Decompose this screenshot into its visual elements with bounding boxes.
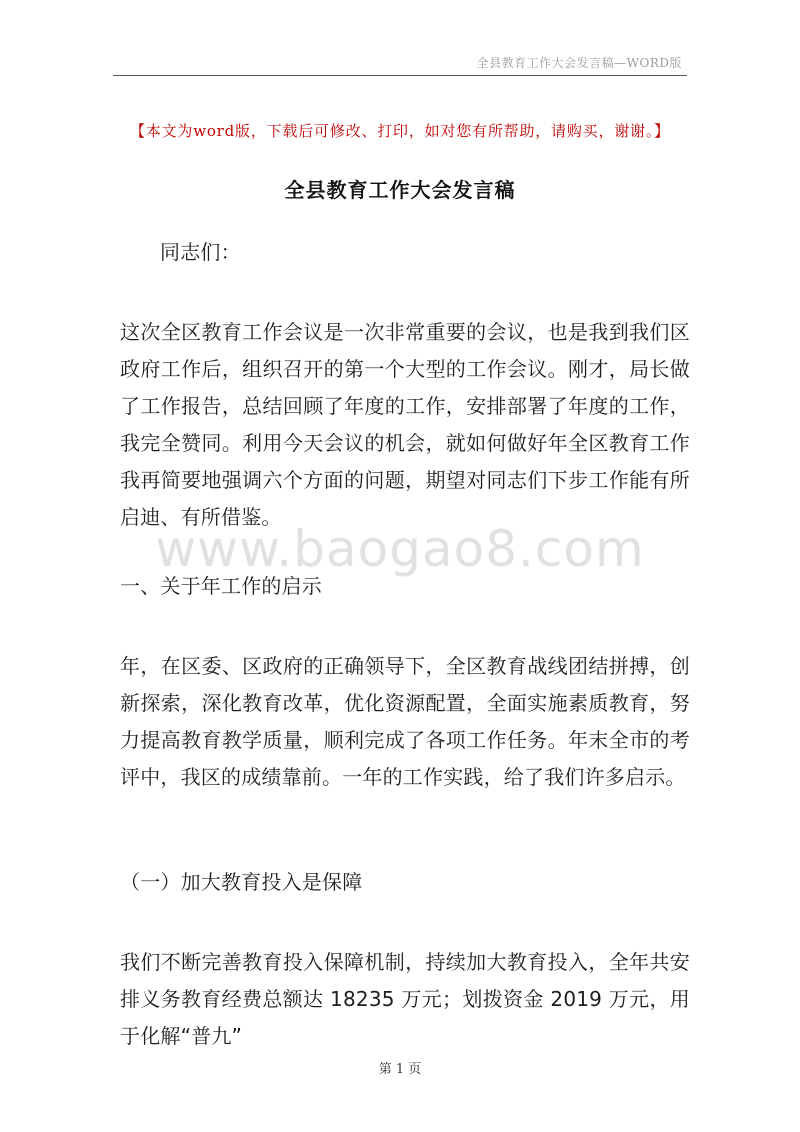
paragraph-section-1: 年，在区委、区政府的正确领导下，全区教育战线团结拼搏，创新探索，深化教育改革，优化资源配置，全面实施素质教育，努力提高教育教学质量，顺利完成了各项工作任务。年末全市的考评中，我区的成绩靠前。一年的工作实践，给了我们许多启示。 <box>120 654 690 789</box>
paragraph-intro: 这次全区教育工作会议是一次非常重要的会议，也是我到我们区政府工作后，组织召开的第一个大型的工作会议。刚才，局长做了工作报告，总结回顾了年度的工作，安排部署了年度的工作，我完全赞同。利用今天会议的机会，就如何做好年全区教育工作我再简要地强调六个方面的问题，期望对同志们下步工作能有所启迪、有所借鉴。 <box>120 320 690 529</box>
document-title: 全县教育工作大会发言稿 <box>284 178 516 202</box>
subsection-heading-1: （一）加大教育投入是保障 <box>120 870 363 894</box>
page-number: 第 1 页 <box>378 1062 422 1077</box>
watermark: www.baogao8.com <box>155 520 645 578</box>
running-header: 全县教育工作大会发言稿—WORD版 <box>476 56 682 70</box>
header-divider <box>113 75 687 76</box>
purchase-notice: 【本文为word版，下载后可修改、打印，如对您有所帮助，请购买，谢谢。】 <box>130 122 670 140</box>
paragraph-subsection-1: 我们不断完善教育投入保障机制，持续加大教育投入，全年共安排义务教育经费总额达 18235 万元；划拨资金 2019 万元，用于化解“普九” <box>120 950 690 1048</box>
section-heading-1: 一、关于年工作的启示 <box>120 574 322 598</box>
greeting: 同志们： <box>160 240 241 264</box>
